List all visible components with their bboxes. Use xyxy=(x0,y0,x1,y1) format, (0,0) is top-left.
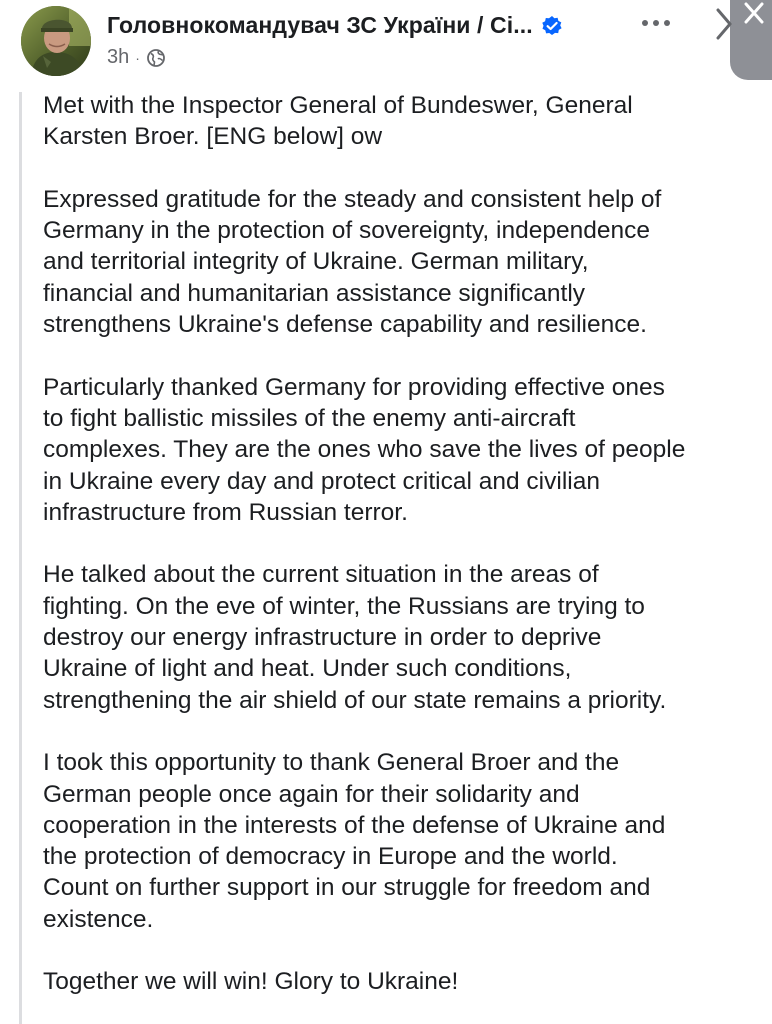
author-line xyxy=(107,12,607,39)
post-paragraph: He talked about the current situation in the areas of fighting. On the eve of winter, the Russians are trying to destroy our energy infrastructure in order to deprive Ukraine of light and heat. Under such conditions, strengthening the air shield of our state remains a priority. xyxy=(43,561,667,714)
avatar-photo xyxy=(21,6,91,76)
author-name[interactable]: Головнокомандувач ЗС України / Ci... xyxy=(107,12,533,38)
globe-icon xyxy=(146,48,166,68)
post-paragraph: I took this opportunity to thank General Broer and the German people once again for their solidarity and cooperation in the interests of the defense of Ukraine and the protection of democracy in Europe and the world. Count on further support in our struggle for freedom and existence. xyxy=(43,749,666,933)
post-paragraph: Particularly thanked Germany for providing effective ones to fight ballistic missiles of the enemy anti-aircraft complexes. They are the ones who save the lives of people in Ukraine every day and protect critical and civilian infrastructure from Russian terror. xyxy=(43,373,686,526)
thread-divider-line xyxy=(19,92,22,1024)
post-header xyxy=(0,0,772,90)
meta-separator: · xyxy=(135,49,140,66)
verified-badge-icon xyxy=(541,15,563,37)
post-timestamp[interactable]: 3h xyxy=(107,46,130,68)
avatar[interactable] xyxy=(21,6,91,76)
post-meta xyxy=(107,46,166,69)
post-paragraph: Expressed gratitude for the steady and consistent help of Germany in the protection of sovereignty, independence and territorial integrity of Ukraine. German military, financial and humanitarian assistance significantly strengthens Ukraine's defense capability and resilience. xyxy=(43,185,662,339)
post-body xyxy=(43,90,755,1024)
more-options-icon[interactable] xyxy=(636,8,676,38)
post-paragraph: Together we will win! Glory to Ukraine! xyxy=(43,968,459,996)
post-paragraph: Met with the Inspector General of Bundeswer, General Karsten Broer. [ENG below] ow xyxy=(43,92,633,151)
close-icon[interactable] xyxy=(716,0,772,82)
